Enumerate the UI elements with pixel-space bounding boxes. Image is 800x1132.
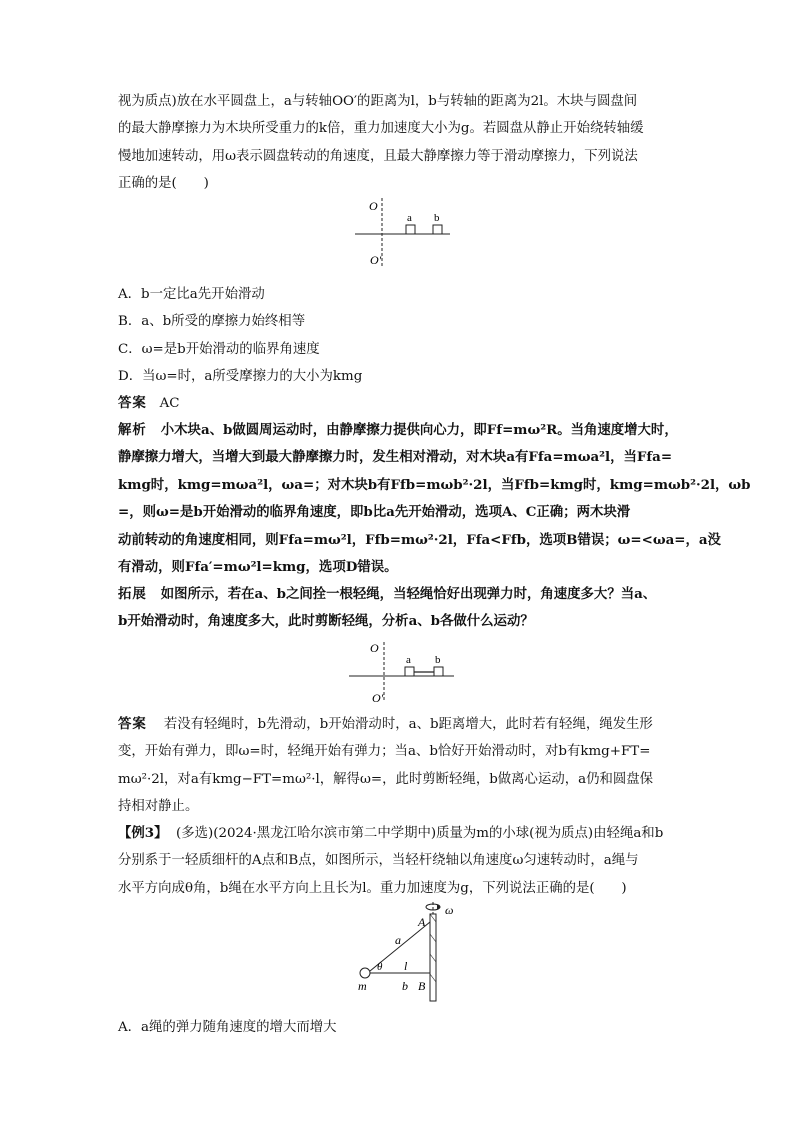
extension-label: 拓展 bbox=[118, 586, 147, 602]
analysis-block bbox=[118, 417, 751, 581]
label-b: b bbox=[402, 979, 408, 993]
example-tag: 【例3】 bbox=[118, 825, 168, 841]
extension-answer-label: 答案 bbox=[118, 716, 147, 732]
extension-block bbox=[118, 581, 656, 636]
rotating-rod-figure bbox=[338, 900, 468, 1010]
example-line: 水平方向成θ角，b绳在水平方向上且长为l。重力加速度为g，下列说法正确的是( ) bbox=[118, 880, 627, 896]
extension-line: b开始滑动时，角速度多大，此时剪断轻绳，分析a、b各做什么运动？ bbox=[118, 613, 534, 630]
extension-answer-line: 若没有轻绳时，b先滑动，b开始滑动时，a、b距离增大，此时若有轻绳，绳发生形 bbox=[163, 717, 653, 732]
label-l: l bbox=[404, 959, 408, 973]
answer-line bbox=[118, 390, 179, 417]
analysis-line: kmg时，kmg=mωa²l，ωa=；对木块b有Ffb=mωb²·2l，当Ffb=kmg时，kmg=mωb²·2l，ωb bbox=[118, 476, 751, 493]
problem-statement bbox=[118, 88, 644, 198]
label-omega: ω bbox=[445, 903, 454, 917]
block-a bbox=[405, 667, 414, 676]
analysis-line: 有滑动，则Ffa′=mω²l=kmg，选项D错误。 bbox=[118, 559, 398, 576]
label-a: a bbox=[406, 654, 411, 666]
option-d: D．当ω=时，a所受摩擦力的大小为kmg bbox=[118, 369, 363, 385]
problem-line: 正确的是( ) bbox=[118, 176, 209, 192]
option-c: C．ω=是b开始滑动的临界角速度 bbox=[118, 341, 320, 357]
example-3-option-a bbox=[118, 1014, 337, 1041]
label-A: A bbox=[418, 915, 426, 929]
answer-label: 答案 bbox=[118, 395, 147, 411]
label-o: O bbox=[369, 199, 378, 213]
label-o: O bbox=[370, 641, 379, 655]
label-theta: θ bbox=[377, 961, 383, 973]
turntable-figure-2 bbox=[344, 640, 464, 712]
analysis-line: 小木块a、b做圆周运动时，由静摩擦力提供向心力，即Ff=mω²R。当角速度增大时， bbox=[160, 422, 678, 438]
options-list bbox=[118, 281, 362, 391]
analysis-line: =，则ω=是b开始滑动的临界角速度，即b比a先开始滑动，选项A、C正确；两木块滑 bbox=[118, 504, 631, 521]
example-line: (多选)(2024·黑龙江哈尔滨市第二中学期中)质量为m的小球(视为质点)由轻绳a和b bbox=[176, 826, 664, 841]
example-3-block bbox=[118, 820, 663, 902]
label-m: m bbox=[358, 979, 367, 993]
label-b: b bbox=[435, 654, 441, 666]
extension-line: 如图所示，若在a、b之间拴一根轻绳，当轻绳恰好出现弹力时，角速度多大？当a、 bbox=[160, 586, 657, 602]
extension-answer-line: mω²·2l，对a有kmg−FT=mω²·l，解得ω=，此时剪断轻绳，b做离心运动，a仍和圆盘保 bbox=[118, 771, 654, 787]
block-a bbox=[406, 225, 415, 234]
option-a: A．a绳的弹力随角速度的增大而增大 bbox=[118, 1020, 337, 1035]
label-a: a bbox=[395, 933, 401, 947]
turntable-figure-1 bbox=[350, 196, 460, 276]
label-b: b bbox=[434, 212, 440, 224]
label-o-prime: O′ bbox=[372, 691, 384, 705]
extension-answer-line: 持相对静止。 bbox=[118, 799, 199, 815]
label-a: a bbox=[407, 212, 412, 224]
option-b: B．a、b所受的摩擦力始终相等 bbox=[118, 314, 306, 330]
example-line: 分别系于一轻质细杆的A点和B点，如图所示，当轻杆绕轴以角速度ω匀速转动时，a绳与 bbox=[118, 853, 639, 869]
analysis-label: 解析 bbox=[118, 422, 147, 438]
answer-value: AC bbox=[159, 396, 180, 411]
block-b bbox=[434, 667, 443, 676]
extension-answer-line: 变，开始有弹力，即ω=时，轻绳开始有弹力；当a、b恰好开始滑动时，对b有kmg+FT= bbox=[118, 744, 651, 760]
analysis-line: 动前转动的角速度相同，则Ffa=mω²l，Ffb=mω²·2l，Ffa<Ffb，选项B错误；ω=<ωa=，a没 bbox=[118, 531, 721, 548]
problem-line: 的最大静摩擦力为木块所受重力的k倍，重力加速度大小为g。若圆盘从静止开始绕转轴缓 bbox=[118, 121, 644, 137]
rod bbox=[430, 914, 436, 1001]
option-a: A．b一定比a先开始滑动 bbox=[118, 287, 265, 302]
problem-line: 慢地加速转动，用ω表示圆盘转动的角速度，且最大静摩擦力等于滑动摩擦力，下列说法 bbox=[118, 148, 638, 164]
ball bbox=[360, 968, 370, 978]
analysis-line: 静摩擦力增大，当增大到最大静摩擦力时，发生相对滑动，对木块a有Ffa=mωa²l，当Ffa= bbox=[118, 449, 673, 466]
extension-answer-block bbox=[118, 711, 653, 821]
label-B: B bbox=[418, 979, 426, 993]
problem-line: 视为质点)放在水平圆盘上，a与转轴OO′的距离为l，b与转轴的距离为2l。木块与圆盘间 bbox=[118, 94, 638, 109]
block-b bbox=[433, 225, 442, 234]
label-o-prime: O′ bbox=[370, 253, 382, 267]
